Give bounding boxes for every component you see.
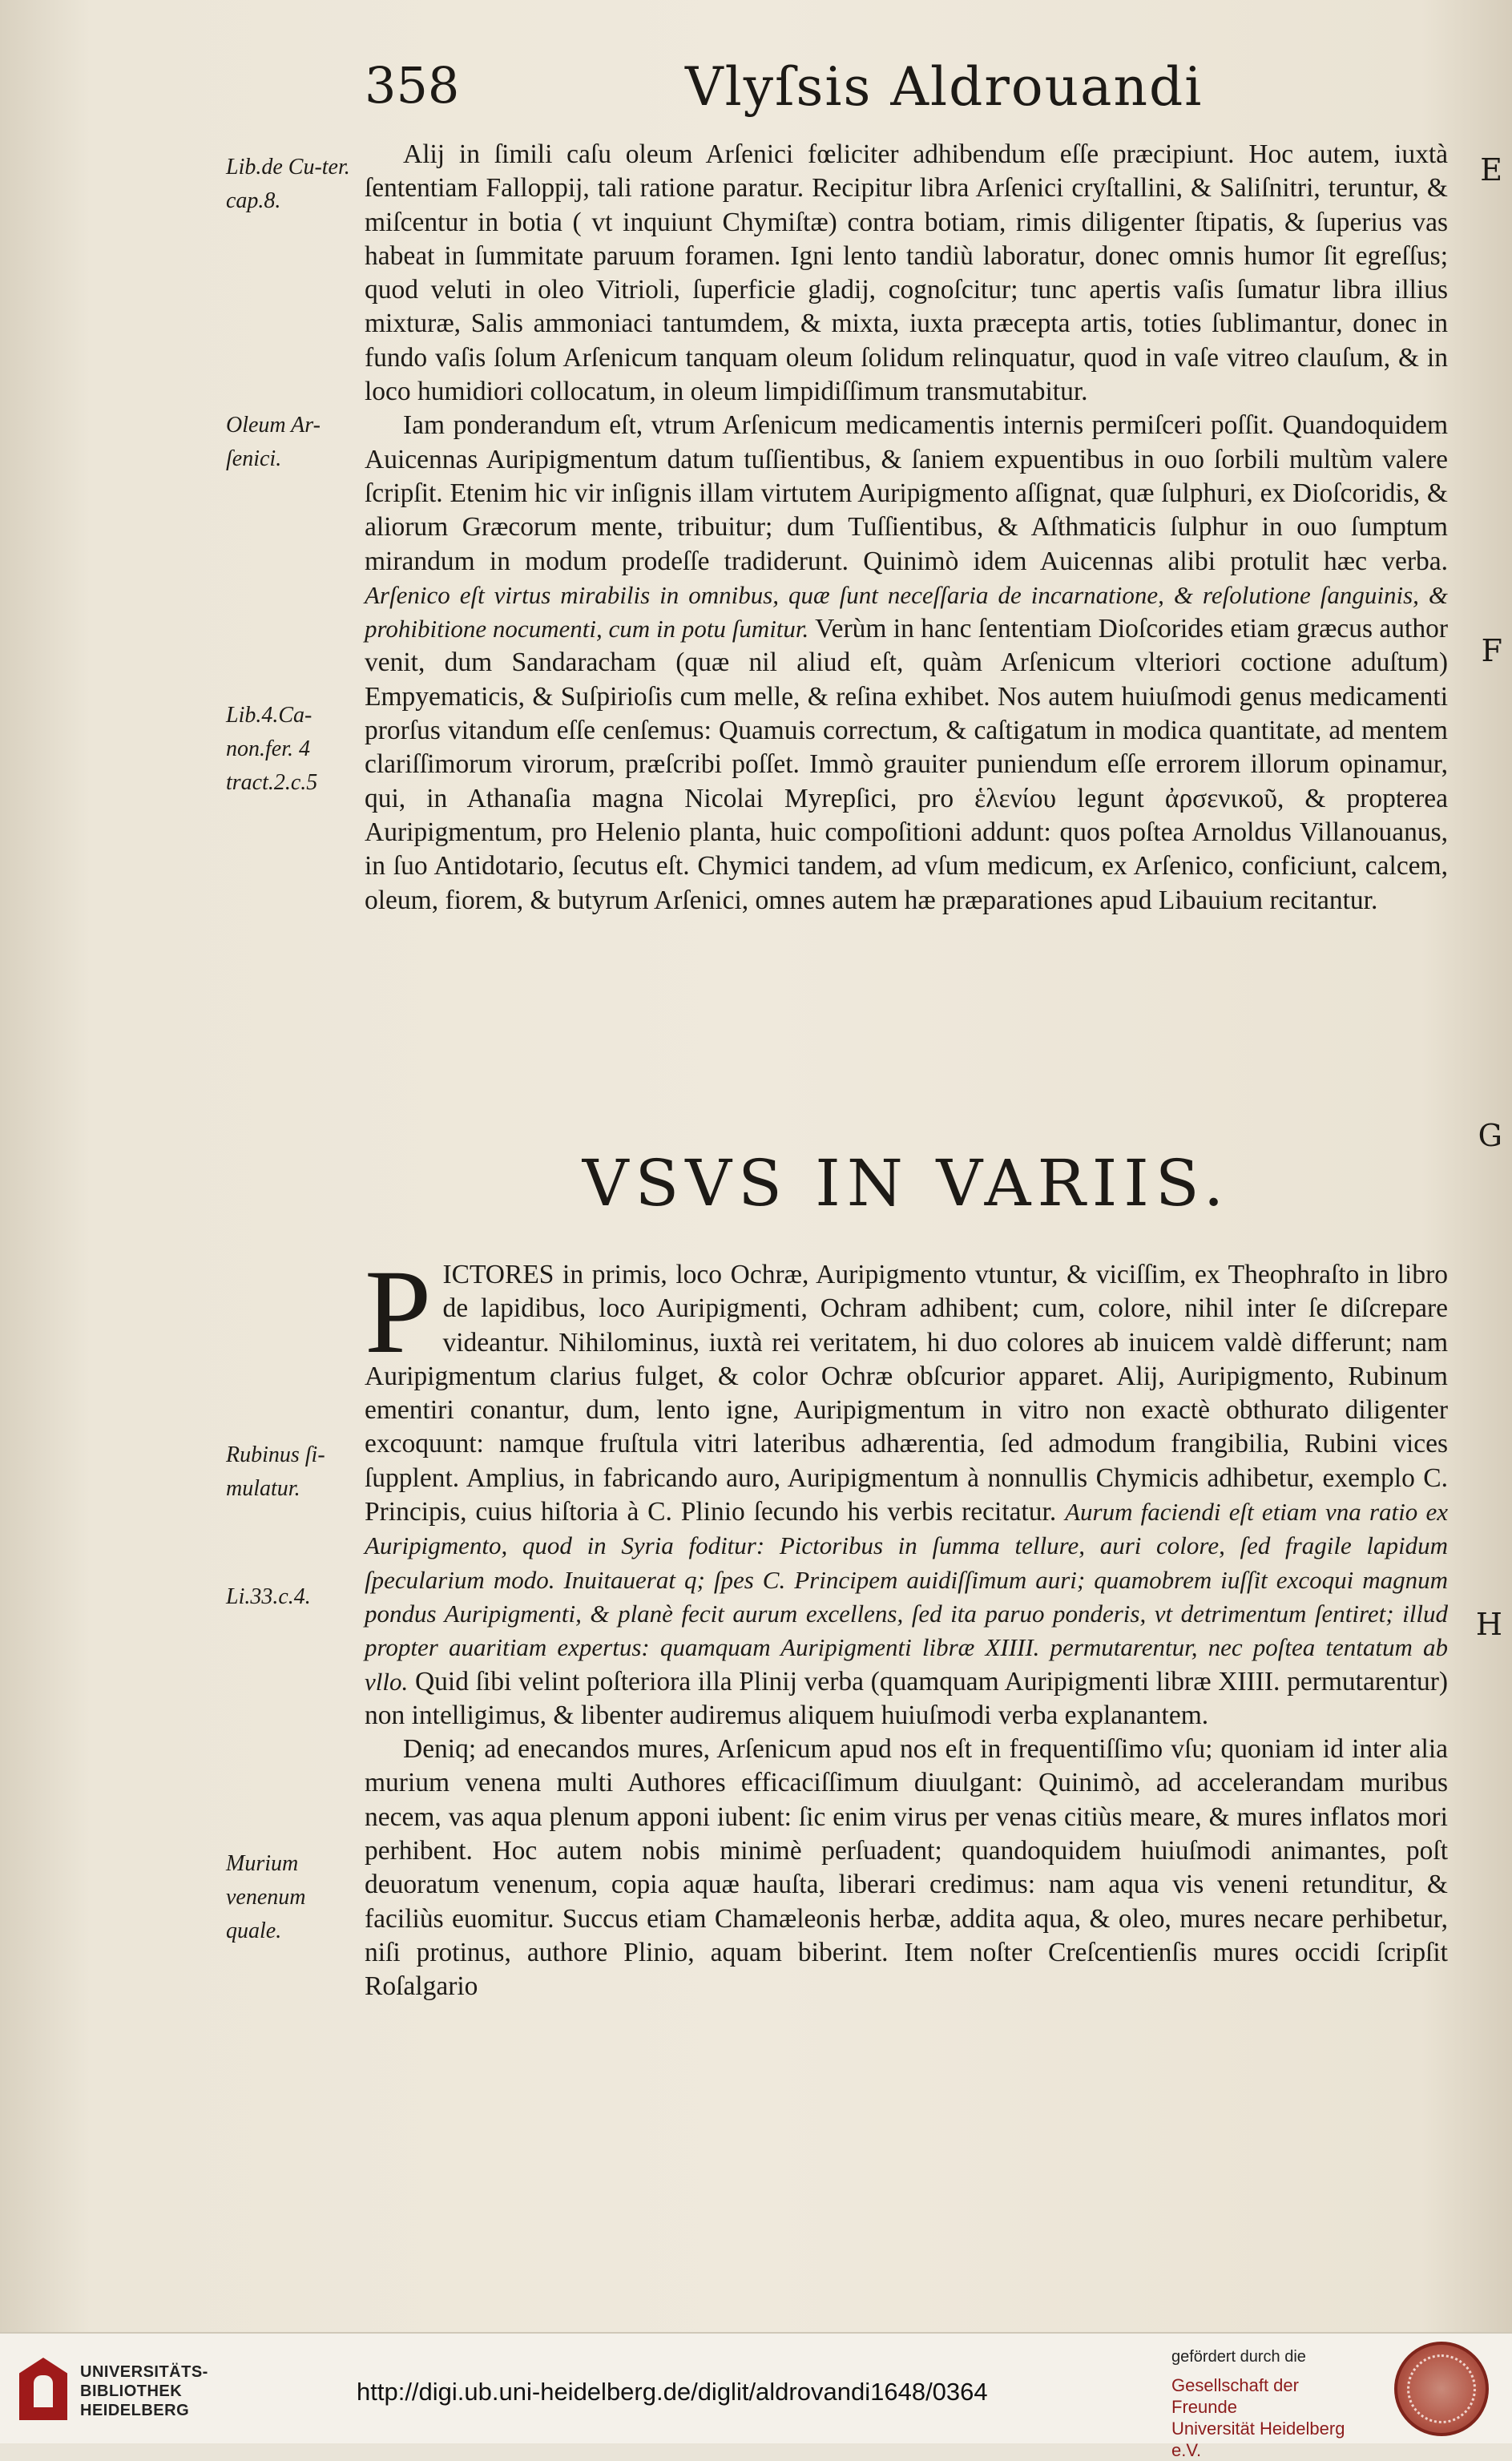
viewer-footer	[0, 2332, 1512, 2460]
library-name: UNIVERSITÄTS- BIBLIOTHEK HEIDELBERG	[80, 2363, 208, 2419]
running-title: Vlyſsis Aldrouandi	[685, 56, 1204, 118]
section-heading: VSVS IN VARIIS.	[582, 1146, 1231, 1220]
marginal-note: Murium venenum quale.	[226, 1851, 306, 1943]
funder-name-line: Gesellschaft der Freunde	[1171, 2375, 1299, 2417]
quotation: Arſenico eſt virtus mirabilis in omnibus, quæ ſunt neceſſaria de incarnatione, & reſolutione ſanguinis, & prohibitione nocumenti, cum in potu ſumitur.	[365, 580, 1448, 643]
paragraph-text: ICTORES in primis, loco Ochræ, Auripigmento vtuntur, & viciſſim, ex Theophraſto in libro de lapidibus, loco Auripigmenti, Ochram adhibent; cum, colore, nihil inter ſe diſcrepare videantur. Nihilominus, iuxtà rei veritatem, hi duo colores ab inuicem valdè differunt; nam Auripigmentum clarius fulget, & color Ochræ obſcurior apparet. Alij, Auripigmento, Rubinum ementiri conantur, dum, lento igne, Auripigmentum in vitro non exactè obthurato diligenter excoquunt: namque fruſtula vitri lateribus adhærentia, ſed admodum frangibilia, Rubini vices ſupplent. Amplius, in fabricando auro, Auripigmentum à nonnullis Chymicis adhibetur, exemplo C. Principis, cuius hiſtoria à C. Plinio ſecundo his verbis recitatur.	[365, 1260, 1448, 1527]
library-logo[interactable]	[19, 2358, 208, 2422]
paragraph-text: Verùm in hanc ſententiam Dioſcorides etiam græcus author venit, dum Sandaracham (quæ nil aliud eſt, quàm Arſenicum vlteriori coctione aduſtum) Empyematicis, & Suſpirioſis cum melle, & reſina exhibet. Nos autem huiuſmodi genus medicamenti prorſus vitandum eſſe cenſemus: Quamuis correctum, & caſtigatum in modica quantitate, ad mentem clariſſimorum virorum, præſcribi poſſet. Immò grauiter puniendum eſſe errorem illorum opinamur, qui, in Athanaſia magna Nicolai Myrepſici, pro ἑλενίου legunt ἀρσενικοῦ, & propterea Auripigmentum, pro Helenio planta, huic compoſitioni addunt: quos poſtea Arnoldus Villanouanus, in ſuo Antidotario, ſecutus eſt. Chymici tandem, ad vſum medicum, ex Arſenico, conficiunt, calcem, oleum, fiorem, & butyrum Arſenici, omnes autem hæ præparationes apud Libauium recitantur.	[365, 614, 1448, 915]
library-emblem-icon	[19, 2358, 67, 2420]
margin-letter-h: H	[1475, 1607, 1502, 1642]
page-number: 358	[365, 56, 460, 115]
marginal-note: Lib.de Cu-ter. cap.8.	[226, 155, 350, 213]
paragraph: Alij in ſimili caſu oleum Arſenici fœliciter adhibendum eſſe præcipiunt. Hoc autem, iuxtà ſententiam Falloppij, tali ratione paratur. Recipitur libra Arſenici cryſtallini, & Saliſnitri, teruntur, & miſcentur in botia ( vt inquiunt Chymiſtæ) contra botiam, rimis diligenter ſtipatis, & ſuperius vas habeat in ſummitate paruum foramen. Igni lento tandiù laboratur, donec omnis humor ſit egreſſus; quod veluti in oleo Vitrioli, ſuperficie gladij, cognoſcitur; tunc apertis vaſis ſumatur libra illius mixturæ, Salis ammoniaci tantumdem, & mixta, iuxta præcepta artis, toties ſublimantur, donec in fundo vaſis ſolum Arſenicum tanquam oleum ſolidum relinquatur, quod in vaſe vitreo clauſum, & in loco humidiori collocatum, in oleum limpidiſſimum transmutabitur.	[365, 139, 1448, 407]
margin-letter-f: F	[1481, 633, 1502, 668]
main-text-lower	[365, 1245, 1449, 2004]
margin-letter-e: E	[1480, 152, 1502, 188]
paragraph-text: Iam ponderandum eſt, vtrum Arſenicum medicamentis internis permiſceri poſſit. Quandoquidem Auicennas Auripigmentum datum tuſſientibus, & ſaniem expuentibus in ouo ſorbili multùm valere ſcripſit. Etenim hic vir inſignis illam virtutem Auripigmento aſſignat, quæ ſulphuri, ex Dioſcoridis, & aliorum Græcorum mente, tribuitur; dum Tuſſientibus, & Aſthmaticis ſulphur in ouo ſumptum mirandum in modum prodeſſe tradiderunt. Quinimò idem Auicennas alibi protulit hæc verba.	[365, 410, 1448, 576]
university-seal-icon	[1394, 2342, 1489, 2436]
funder-name-line: Universität Heidelberg e.V.	[1171, 2419, 1345, 2460]
marginal-note: Lib.4.Ca-non.fer. 4 tract.2.c.5	[226, 703, 318, 795]
main-text-upper	[365, 138, 1448, 918]
drop-cap: P	[365, 1245, 432, 1378]
funder-label: gefördert durch die	[1171, 2348, 1306, 2366]
marginal-note: Rubinus ſi-mulatur.	[226, 1442, 325, 1501]
marginal-note: Li.33.c.4.	[226, 1584, 311, 1609]
paragraph	[365, 409, 1448, 917]
paragraph	[365, 1245, 1449, 1733]
page-header	[365, 56, 1512, 136]
marginal-note: Oleum Ar-ſenici.	[226, 413, 321, 471]
permalink-url[interactable]: http://digi.ub.uni-heidelberg.de/diglit/aldrovandi1648/0364	[357, 2378, 988, 2406]
paragraph-text: Quid ſibi velint poſteriora illa Plinij verba (quamquam Auripigmenti libræ XIIII. permutarentur) non intelligimus, & libenter audiremus aliquem huiuſmodi verba explanantem.	[365, 1666, 1449, 1730]
margin-letter-g: G	[1478, 1118, 1502, 1153]
funder-info[interactable]	[1171, 2348, 1360, 2461]
quotation: Aurum faciendi eſt etiam vna ratio ex Auripigmento, quod in Syria foditur: Pictoribus in ſumma tellure, auri colore, ſed fragile lapidum ſpecularium modo. Inuitauerat q; ſpes C. Principem auidiſſimum auri; quamobrem iuſſit excoqui magnum pondus Auripigmenti, & planè fecit aurum excellens, ſed ita paruo ponderis, vt detrimentum ſentiret; illud propter auaritiam expertus: quamquam Auripigmenti libræ XIIII. permutarentur, nec poſtea tentatum ab vllo.	[365, 1498, 1449, 1696]
paragraph: Deniq; ad enecandos mures, Arſenicum apud nos eſt in frequentiſſimo vſu; quoniam id inter alia murium venena multi Authores efficaciſſimum diuulgant: Quinimò, ad accelerandam muribus necem, vas aqua plenum apponi iubent: ſic enim virus per venas citiùs meare, & mures inflatos mori perhibent. Hoc autem nobis minimè perſuadent; quandoquidem huiuſmodi animantes, poſt deuoratum venenum, copia aquæ hauſta, liberari credimus: nam aqua vis veneni retunditur, & faciliùs euomitur. Succus etiam Chamæleonis herbæ, addita aqua, & oleo, mures necare perhibetur, niſi protinus, authore Plinio, aquam biberint. Item noſter Creſcentienſis mures occidi ſcripſit Roſalgario	[365, 1734, 1448, 2002]
